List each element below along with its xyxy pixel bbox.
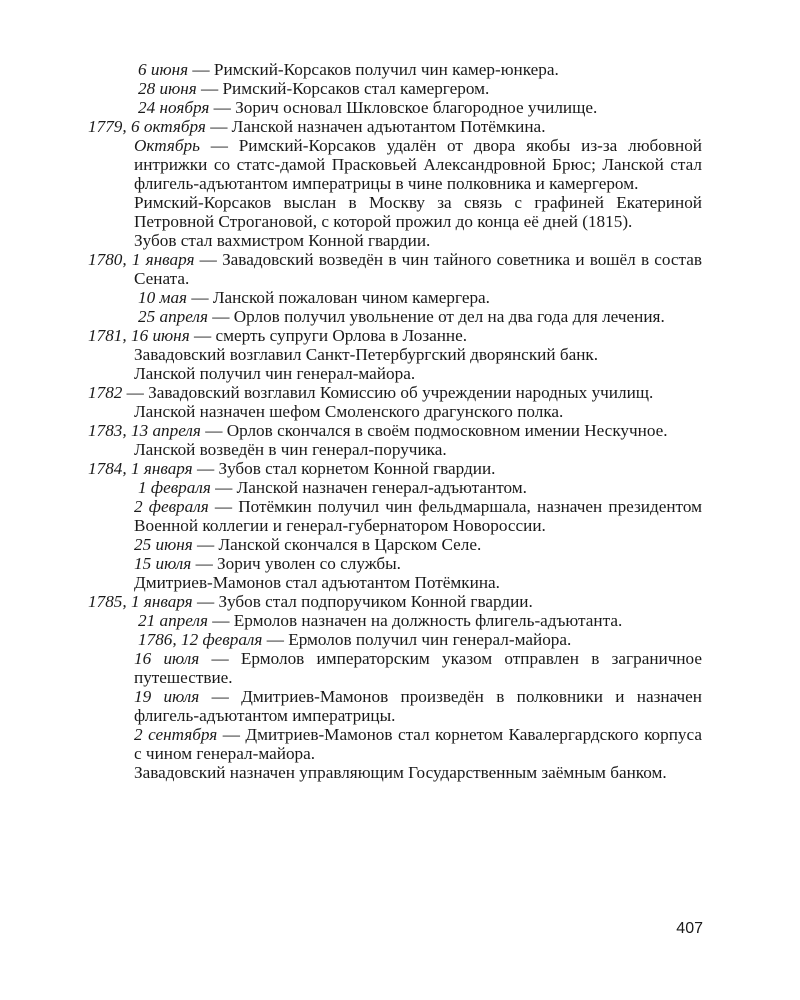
entry-text: — Римский-Корсаков получил чин камер-юнкера. (188, 60, 559, 79)
chronology-entry (88, 79, 702, 98)
entry-text: Ланской назначен шефом Смоленского драгунского полка. (134, 402, 564, 421)
chronology-entry (88, 250, 702, 288)
chronology-entry (88, 478, 702, 497)
entry-text: — Дмитриев-Мамонов стал корнетом Кавалергардского корпуса с чином генерал-майора. (134, 725, 702, 763)
entry-date: 1781, 16 июня (88, 326, 190, 345)
entry-text: — Ланской назначен генерал-адъютантом. (210, 478, 527, 497)
entry-text: Зубов стал вахмистром Конной гвардии. (134, 231, 431, 250)
chronology-entry (88, 687, 702, 725)
entry-date: 15 июля (134, 554, 192, 573)
entry-text: — Орлов получил увольнение от дел на два года для лечения. (207, 307, 665, 326)
chronology-entry (88, 535, 702, 554)
entry-date: 1780, 1 января (88, 250, 195, 269)
entry-text: — Ланской пожалован чином камергера. (187, 288, 490, 307)
chronology-entry (88, 573, 702, 592)
chronology-entry (88, 763, 702, 782)
entry-text: — Зубов стал подпоручиком Конной гвардии. (192, 592, 533, 611)
entry-date: 1785, 1 января (88, 592, 193, 611)
entry-date: 24 ноября (138, 98, 210, 117)
chronology-entry (88, 459, 702, 478)
entry-date: 16 июля (134, 649, 200, 668)
chronology-entry (88, 649, 702, 687)
entry-text: — Завадовский возведён в чин тайного советника и вошёл в состав Сената. (134, 250, 702, 288)
entry-text: — Ланской назначен адъютантом Потёмкина. (205, 117, 546, 136)
entry-text: — Зорич уволен со службы. (191, 554, 401, 573)
entry-date: 1782 (88, 383, 123, 402)
entry-date: 2 сентября (134, 725, 218, 744)
entry-date: 21 апреля (138, 611, 208, 630)
entry-date: 1783, 13 апреля (88, 421, 201, 440)
entry-text: — Ланской скончался в Царском Селе. (192, 535, 482, 554)
entry-date: 6 июня (138, 60, 189, 79)
entry-text: Римский-Корсаков выслан в Москву за связь с графиней Екатериной Петровной Строгановой, с которой прожил до конца её дней (1815). (134, 193, 702, 231)
chronology-entry (88, 611, 702, 630)
entry-date: 1786, 12 февраля (138, 630, 263, 649)
chronology-entry (88, 497, 702, 535)
entry-text: — Зорич основал Шкловское благородное училище. (209, 98, 598, 117)
chronology-entry (88, 193, 702, 231)
chronology-entry (88, 60, 702, 79)
chronology-entry (88, 421, 702, 440)
chronology-text (88, 60, 702, 782)
entry-date: 1784, 1 января (88, 459, 193, 478)
entry-text: — Ермолов императорским указом отправлен в заграничное путешествие. (134, 649, 702, 687)
entry-date: Октябрь (134, 136, 200, 155)
chronology-entry (88, 402, 702, 421)
entry-text: — Завадовский возглавил Комиссию об учреждении народных училищ. (122, 383, 654, 402)
entry-text: — Ермолов назначен на должность флигель-адъютанта. (207, 611, 623, 630)
entry-date: 25 июня (134, 535, 193, 554)
chronology-entry (88, 307, 702, 326)
page-number: 407 (676, 920, 703, 937)
chronology-entry (88, 440, 702, 459)
entry-text: — Зубов стал корнетом Конной гвардии. (192, 459, 496, 478)
entry-date: 10 мая (138, 288, 188, 307)
entry-text: Завадовский возглавил Санкт-Петербургский дворянский банк. (134, 345, 599, 364)
entry-text: — Потёмкин получил чин фельдмаршала, назначен президентом Военной коллегии и генерал-губернатором Новороссии. (134, 497, 702, 535)
entry-date: 28 июня (138, 79, 197, 98)
entry-text: Ланской получил чин генерал-майора. (134, 364, 416, 383)
chronology-entry (88, 231, 702, 250)
entry-text: — Римский-Корсаков удалён от двора якобы из-за любовной интрижки со статс-дамой Прасковьей Александровной Брюс; Ланской стал флигель-адъютантом императрицы в чине полковника и камергером. (134, 136, 702, 193)
chronology-entry (88, 630, 702, 649)
chronology-entry (88, 383, 702, 402)
chronology-entry (88, 98, 702, 117)
entry-text: — смерть супруги Орлова в Лозанне. (189, 326, 468, 345)
chronology-entry (88, 326, 702, 345)
chronology-entry (88, 136, 702, 193)
chronology-entry (88, 554, 702, 573)
chronology-entry (88, 364, 702, 383)
entry-date: 2 февраля (134, 497, 209, 516)
entry-date: 1 февраля (138, 478, 211, 497)
entry-text: — Римский-Корсаков стал камергером. (196, 79, 490, 98)
entry-text: — Орлов скончался в своём подмосковном имении Нескучное. (200, 421, 668, 440)
entry-text: — Ермолов получил чин генерал-майора. (262, 630, 572, 649)
entry-date: 25 апреля (138, 307, 208, 326)
entry-date: 19 июля (134, 687, 200, 706)
entry-date: 1779, 6 октября (88, 117, 206, 136)
entry-text: — Дмитриев-Мамонов произведён в полковники и назначен флигель-адъютантом императрицы. (134, 687, 702, 725)
entry-text: Ланской возведён в чин генерал-поручика. (134, 440, 447, 459)
chronology-entry (88, 725, 702, 763)
chronology-entry (88, 345, 702, 364)
chronology-entry (88, 592, 702, 611)
chronology-entry (88, 117, 702, 136)
entry-text: Завадовский назначен управляющим Государственным заёмным банком. (134, 763, 667, 782)
chronology-entry (88, 288, 702, 307)
entry-text: Дмитриев-Мамонов стал адъютантом Потёмкина. (134, 573, 500, 592)
